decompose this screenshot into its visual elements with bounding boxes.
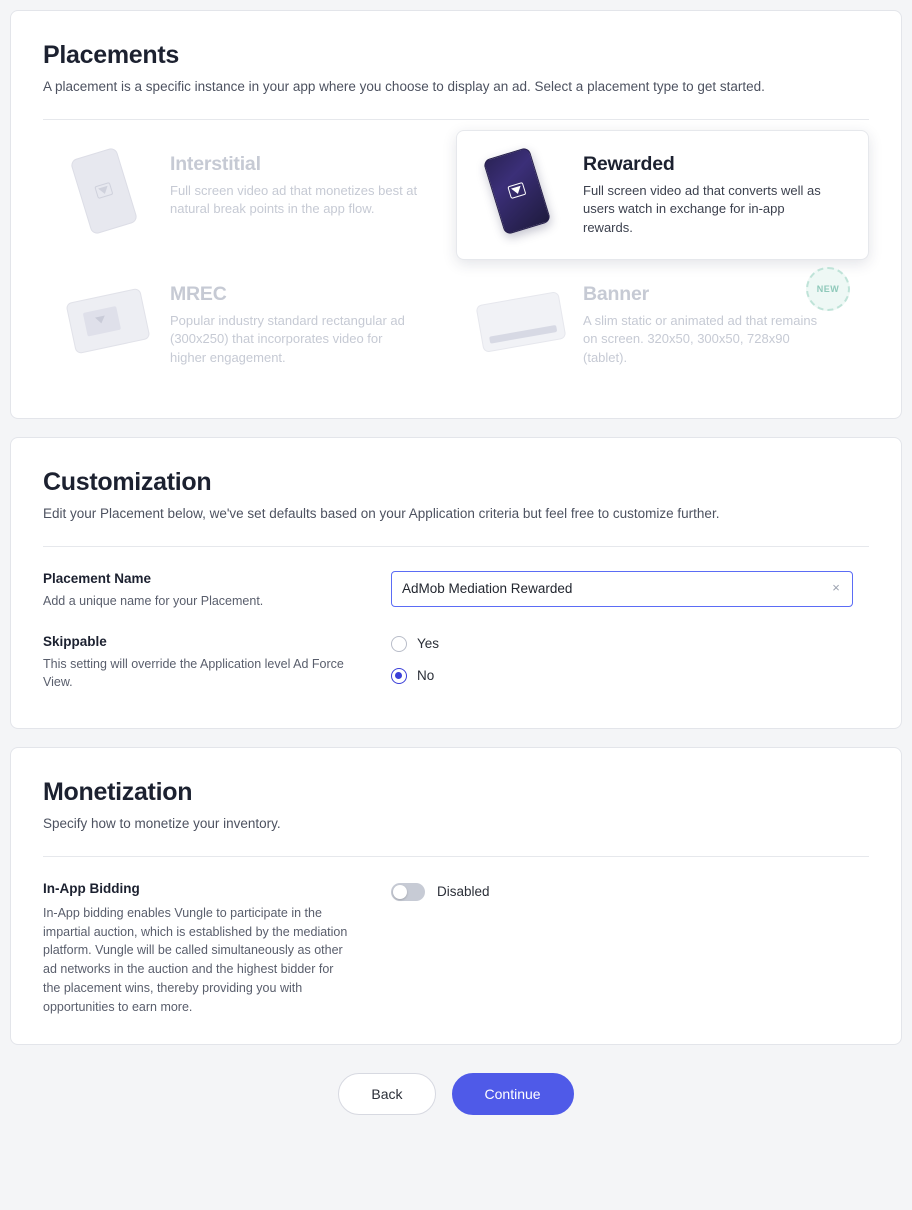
placements-card-inner	[11, 11, 901, 418]
skippable-option-yes[interactable]	[391, 636, 439, 652]
customization-divider	[43, 546, 869, 547]
skippable-hint: This setting will override the Application level Ad Force View.	[43, 656, 344, 690]
placement-name-label: Placement Name	[43, 570, 152, 586]
in-app-bidding-label: In-App Bidding	[43, 880, 140, 896]
interstitial-description: Full screen video ad that monetizes best at natural break points in the app flow.	[170, 182, 418, 217]
mrec-description: Popular industry standard rectangular ad (300x250) that incorporates video for higher engagement.	[170, 312, 405, 365]
skippable-row	[43, 634, 869, 700]
placement-name-label-group	[43, 571, 391, 610]
monetization-subtitle: Specify how to monetize your inventory.	[43, 815, 281, 831]
radio-yes-label: Yes	[417, 636, 440, 652]
interstitial-text	[170, 149, 420, 219]
monetization-title: Monetization	[43, 777, 193, 806]
footer-actions	[10, 1063, 902, 1139]
phone-icon	[70, 147, 139, 236]
rewarded-name: Rewarded	[583, 152, 675, 175]
customization-title: Customization	[43, 467, 212, 496]
banner-thumbnail	[473, 279, 569, 365]
in-app-bidding-row	[43, 881, 869, 1017]
radio-no-icon[interactable]	[391, 668, 407, 684]
skippable-label: Skippable	[43, 633, 107, 649]
rewarded-description: Full screen video ad that converts well as users watch in exchange for in-app rewards.	[583, 182, 821, 235]
in-app-bidding-state-label: Disabled	[437, 884, 490, 900]
customization-card-inner	[11, 438, 901, 728]
placement-option-interstitial[interactable]	[43, 130, 456, 260]
back-button[interactable]: Back	[338, 1073, 435, 1115]
clear-icon[interactable]: ×	[832, 579, 840, 595]
placement-name-input[interactable]	[391, 571, 853, 607]
monetization-divider	[43, 856, 869, 857]
interstitial-thumbnail	[60, 149, 156, 235]
customization-card	[10, 437, 902, 729]
placement-name-input-wrap	[391, 571, 853, 607]
mrec-rect-icon	[83, 306, 121, 337]
skippable-option-no[interactable]	[391, 668, 439, 684]
mrec-text	[170, 279, 420, 367]
radio-yes-icon[interactable]	[391, 636, 407, 652]
placements-divider	[43, 119, 869, 120]
customization-subtitle: Edit your Placement below, we've set defaults based on your Application criteria but feel free to customize further.	[43, 505, 720, 521]
banner-description: A slim static or animated ad that remains on screen. 320x50, 300x50, 728x90 (tablet).	[583, 312, 818, 365]
placements-title: Placements	[43, 41, 179, 69]
in-app-bidding-label-group	[43, 881, 391, 1017]
skippable-label-group	[43, 634, 391, 691]
new-badge-icon: NEW	[806, 267, 850, 311]
placement-options-grid	[43, 130, 869, 390]
radio-no-label: No	[417, 668, 435, 684]
skippable-radio-group	[391, 634, 439, 700]
interstitial-name: Interstitial	[170, 152, 261, 175]
in-app-bidding-toggle[interactable]	[391, 883, 425, 901]
in-app-bidding-hint: In-App bidding enables Vungle to participate in the impartial auction, which is established by the mediation platform. Vungle will be called simultaneously as other ad networks in the auction and the highest bidder for the placement wins, thereby providing you with opportunities to earn more.	[43, 905, 348, 1014]
monetization-card-inner	[11, 748, 901, 1044]
placement-option-rewarded[interactable]	[456, 130, 869, 260]
placement-option-banner[interactable]	[456, 260, 869, 390]
placements-card	[10, 10, 902, 419]
continue-button[interactable]: Continue	[452, 1073, 574, 1115]
placement-option-mrec[interactable]	[43, 260, 456, 390]
banner-bar-icon	[489, 325, 557, 344]
rewarded-thumbnail	[473, 149, 569, 235]
in-app-bidding-toggle-row	[391, 881, 490, 901]
placement-name-hint: Add a unique name for your Placement.	[43, 593, 264, 608]
placements-subtitle: A placement is a specific instance in your app where you choose to display an ad. Select a placement type to get started.	[43, 79, 765, 94]
placement-name-row	[43, 571, 869, 610]
mrec-thumbnail	[60, 279, 156, 365]
banner-name: Banner	[583, 282, 649, 305]
phone-dark-icon	[483, 147, 552, 236]
tablet-icon	[65, 288, 150, 355]
mrec-name: MREC	[170, 282, 227, 305]
video-play-icon	[94, 182, 113, 199]
monetization-card	[10, 747, 902, 1045]
rewarded-text	[583, 149, 833, 237]
banner-device-icon	[475, 291, 566, 353]
toggle-knob-icon	[393, 885, 407, 899]
banner-text	[583, 279, 833, 367]
video-play-icon	[507, 182, 526, 199]
